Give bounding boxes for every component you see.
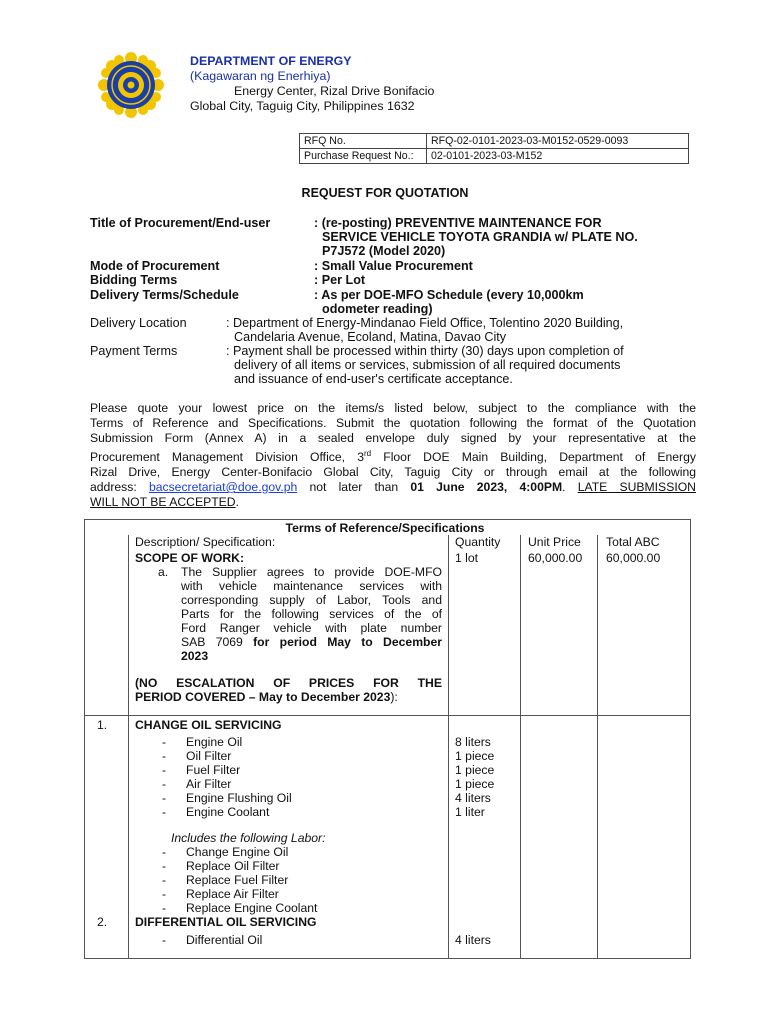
list-item: Oil Filter	[186, 749, 232, 763]
rfq-label: RFQ No.	[300, 134, 427, 149]
list-item: Engine Oil	[186, 735, 243, 749]
rfq-number: RFQ-02-0101-2023-03-M0152-0529-0093	[427, 134, 689, 149]
col-total-abc: Total ABC	[606, 535, 660, 549]
item-2-title: DIFFERENTIAL OIL SERVICING	[135, 915, 317, 929]
delivery-location-label: Delivery Location	[90, 316, 187, 330]
purchase-request-number: 02-0101-2023-03-M152	[427, 149, 689, 164]
labor-heading: Includes the following Labor:	[171, 831, 326, 845]
list-item: Replace Engine Coolant	[186, 901, 318, 915]
list-item: Air Filter	[186, 777, 232, 791]
department-subtitle: (Kagawaran ng Enerhiya)	[190, 69, 331, 83]
terms-table-heading: Terms of Reference/Specifications	[285, 521, 485, 535]
rfq-reference-table	[299, 133, 689, 164]
mode-of-procurement-value: : Small Value Procurement	[314, 259, 473, 273]
delivery-terms-value: : As per DOE-MFO Schedule (every 10,000km odometer reading)	[314, 288, 584, 317]
scope-of-work-heading: SCOPE OF WORK:	[135, 551, 245, 565]
list-item: Replace Oil Filter	[186, 859, 280, 873]
list-item: Fuel Filter	[186, 763, 241, 777]
unit-price-value: 60,000.00	[528, 551, 583, 565]
list-item-qty: 1 piece	[455, 749, 495, 763]
scope-item-a-text: The Supplier agrees to provide DOE-MFO with vehicle maintenance services with corresponding supply of Labor, Tools and Parts for the following services of the of Ford Ranger vehicle with plate number SAB 7069 for period May to December 2023	[181, 565, 442, 663]
list-item: Change Engine Oil	[186, 845, 289, 859]
item-1-title: CHANGE OIL SERVICING	[135, 718, 282, 732]
payment-terms-label: Payment Terms	[90, 344, 178, 358]
bidding-terms-label: Bidding Terms	[90, 273, 178, 287]
instructions-paragraph: Please quote your lowest price on the items/s listed below, subject to the compliance with the Terms of Reference and Specifications. Submit the quotation following the format of the Quotation Submission Form (Annex A) in a sealed envelope duly signed by your representative at the Procurement Management Division Office, 3rd Floor DOE Main Building, Department of Energy Rizal Drive, Energy Center-Bonifacio Global City, Taguig City or through email at the following address: bacsecretariat@doe.gov.ph not later than 01 June 2023, 4:00PM. LATE SUBMISSION WILL NOT BE ACCEPTED.	[90, 401, 696, 510]
department-name: DEPARTMENT OF ENERGY	[190, 54, 352, 68]
deadline: 01 June 2023, 4:00PM	[410, 480, 563, 495]
scope-quantity: 1 lot	[455, 551, 479, 565]
list-item-qty: 1 piece	[455, 777, 495, 791]
payment-terms-value: : Payment shall be processed within thirty (30) days upon completion of delivery of all items or services, submission of all required documents and issuance of end-user's certificate acceptance.	[226, 344, 624, 387]
col-quantity: Quantity	[455, 535, 501, 549]
list-item-qty: 4 liters	[455, 933, 491, 947]
list-item-qty: 1 piece	[455, 763, 495, 777]
col-unit-price: Unit Price	[528, 535, 581, 549]
delivery-location-value: : Department of Energy-Mindanao Field Office, Tolentino 2020 Building, Candelaria Avenue, Ecoland, Matina, Davao City	[226, 316, 624, 345]
list-item: Replace Fuel Filter	[186, 873, 289, 887]
mode-of-procurement-label: Mode of Procurement	[90, 259, 220, 273]
col-description: Description/ Specification:	[135, 535, 276, 549]
title-of-procurement-label: Title of Procurement/End-user	[90, 216, 271, 230]
bidding-terms-value: : Per Lot	[314, 273, 366, 287]
doe-seal-logo	[98, 52, 164, 118]
delivery-terms-label: Delivery Terms/Schedule	[90, 288, 239, 302]
document-title: REQUEST FOR QUOTATION	[301, 186, 469, 200]
total-abc-value: 60,000.00	[606, 551, 661, 565]
letterhead	[190, 54, 434, 114]
list-item: Replace Air Filter	[186, 887, 279, 901]
list-item-qty: 1 liter	[455, 805, 485, 819]
list-item: Engine Flushing Oil	[186, 791, 292, 805]
late-submission-notice: LATE SUBMISSION	[577, 480, 696, 495]
title-of-procurement-value: : (re-posting) PREVENTIVE MAINTENANCE FOR SERVICE VEHICLE TOYOTA GRANDIA w/ PLATE NO. P7J572 (Model 2020)	[314, 216, 638, 259]
address-line-2: Global City, Taguig City, Philippines 1632	[190, 99, 415, 113]
list-item-qty: 8 liters	[455, 735, 491, 749]
address-line-1: Energy Center, Rizal Drive Bonifacio	[234, 84, 435, 98]
list-item: Engine Coolant	[186, 805, 270, 819]
no-escalation-note: (NO ESCALATION OF PRICES FOR THE PERIOD COVERED – May to December 2023):	[135, 676, 442, 704]
purchase-request-label: Purchase Request No.:	[300, 149, 427, 164]
item-2-number: 2.	[97, 915, 108, 929]
email-link[interactable]: bacsecretariat@doe.gov.ph	[148, 480, 298, 495]
list-item: Differential Oil	[186, 933, 263, 947]
list-item-qty: 4 liters	[455, 791, 491, 805]
scope-item-marker: a.	[158, 565, 169, 579]
item-1-number: 1.	[97, 718, 108, 732]
